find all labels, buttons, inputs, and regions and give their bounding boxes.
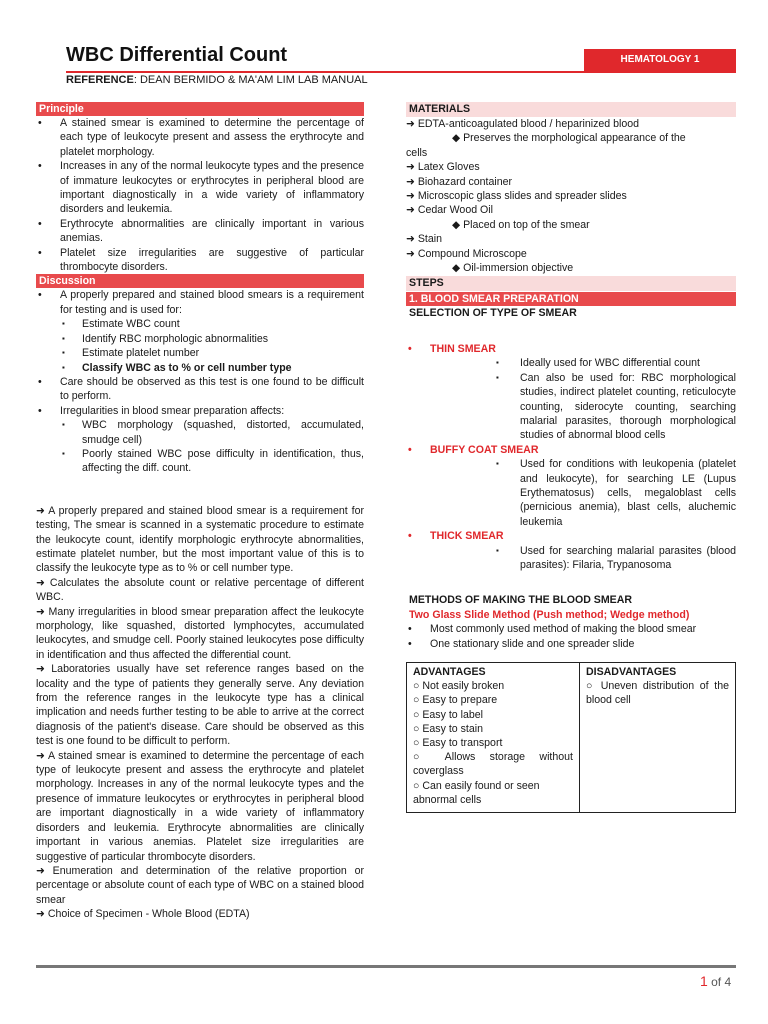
material-sub-item: ◆ Placed on top of the smear xyxy=(452,218,590,231)
advantage-item: ○ Easy to label xyxy=(413,708,483,721)
material-item: ➜ Biohazard container xyxy=(406,175,513,188)
methods-heading: METHODS OF MAKING THE BLOOD SMEAR xyxy=(409,594,633,607)
sub-list xyxy=(36,317,364,375)
note-paragraph: ➜ Laboratories usually have set reference ranges based on the locality and the type of patients they generally serve. Any deviation from the reference ranges in the leukocyte type has a clinical implication and needs further testing to be able to arrive at the correct diagnosis of the patient's disease. Care should be observed as this test is one found to be difficult to perform. xyxy=(36,663,364,748)
sub-list-item: ▪ Poorly stained WBC pose difficulty in identification, thus, affecting the diff. count. xyxy=(36,447,364,476)
advantage-item: ○ Easy to stain xyxy=(413,722,483,735)
discussion-heading: Discussion xyxy=(36,274,364,288)
page-current: 1 xyxy=(700,973,708,989)
discussion-list xyxy=(36,288,364,475)
material-sub-item: ◆ Oil-immersion objective xyxy=(452,262,574,275)
footer-divider xyxy=(36,965,736,968)
note-paragraph: ➜ Many irregularities in blood smear preparation affect the leukocyte morphology, like squashed, distorted lymphocytes, accumulated leukocytes, and smudge cell. Poorly stained leukocytes pose difficulty in identification and thus affected the differential count. xyxy=(36,605,364,661)
advantages-table xyxy=(406,662,736,813)
buffy-coat-smear-list xyxy=(406,457,736,529)
reference-text: : DEAN BERMIDO & MA'AM LIM LAB MANUAL xyxy=(133,74,368,86)
list-item: • Care should be observed as this test is one found to be difficult to perform. xyxy=(36,375,364,404)
reference-line xyxy=(66,74,368,86)
material-item: ➜ EDTA-anticoagulated blood / heparinized blood xyxy=(406,118,640,130)
material-item: ➜ Microscopic glass slides and spreader slides xyxy=(406,190,627,203)
methods-list xyxy=(406,622,736,651)
list-item: ▪ Used for searching malarial parasites (blood parasites): Filaria, Trypanosoma xyxy=(406,544,736,573)
list-item: ▪ Ideally used for WBC differential count xyxy=(406,356,736,370)
right-column xyxy=(406,102,736,813)
materials-heading: MATERIALS xyxy=(406,102,736,117)
material-sub-item-cont: cells xyxy=(406,146,428,159)
list-item: • Increases in any of the normal leukocyte types and the presence of immature leukocytes or erythrocytes in peripheral blood are important diagnostically in a wide variety of inflammatory disorders and leukemia. xyxy=(36,159,364,217)
page-total: of 4 xyxy=(707,975,732,989)
principle-heading: Principle xyxy=(36,102,364,116)
header-divider xyxy=(66,71,736,73)
thick-smear-list xyxy=(406,544,736,573)
page-title: WBC Differential Count xyxy=(66,44,288,66)
list-item: • One stationary slide and one spreader slide xyxy=(406,637,736,651)
note-paragraph: ➜ A properly prepared and stained blood smear is a requirement for testing, The smear is scanned in a systematic procedure to estimate the leukocyte count, identify morphologic erythrocyte abnormalities, estimate platelet number, but the most important value of this is to classify the leukocyte type as to % or cell number type. xyxy=(36,504,364,575)
list-item: • Erythrocyte abnormalities are clinically important in various anemias. xyxy=(36,217,364,246)
disadvantage-item: ○ Uneven distribution of the blood cell xyxy=(586,680,729,707)
list-item: ▪ Used for conditions with leukopenia (platelet and leukocyte), for searching LE (Lupus Erythematosus) cells, megaloblast cells (pernicious anemia), blast cells, aluchemic leukemia xyxy=(406,457,736,529)
page-number xyxy=(700,973,731,989)
note-paragraph: ➜ Choice of Specimen - Whole Blood (EDTA) xyxy=(36,908,250,921)
principle-list xyxy=(36,116,364,274)
sub-list-item: ▪ Estimate WBC count xyxy=(36,317,364,331)
advantage-item: ○ Easy to prepare xyxy=(413,694,498,707)
material-sub-item: ◆ Preserves the morphological appearance of the xyxy=(452,132,686,145)
steps-heading: STEPS xyxy=(406,276,736,291)
list-item xyxy=(36,288,364,374)
thick-smear-title: • THICK SMEAR xyxy=(406,529,736,543)
material-item: ➜ Latex Gloves xyxy=(406,161,480,174)
list-item xyxy=(36,404,364,476)
disadvantages-heading: DISADVANTAGES xyxy=(586,666,677,678)
material-item: ➜ Compound Microscope xyxy=(406,247,527,260)
buffy-coat-smear-title: • BUFFY COAT SMEAR xyxy=(406,443,736,457)
advantage-item: ○ Can easily found or seen abnormal cells xyxy=(413,779,540,806)
material-item: ➜ Stain xyxy=(406,233,442,246)
selection-heading: SELECTION OF TYPE OF SMEAR xyxy=(409,307,577,320)
step1-heading: 1. BLOOD SMEAR PREPARATION xyxy=(406,292,736,306)
sub-list xyxy=(36,418,364,476)
left-column xyxy=(36,102,364,922)
note-paragraph: ➜ Calculates the absolute count or relative percentage of different WBC. xyxy=(36,576,364,604)
list-item: • Most commonly used method of making the blood smear xyxy=(406,622,736,636)
reference-label: REFERENCE xyxy=(66,74,134,86)
methods-subheading: Two Glass Slide Method (Push method; Wedge method) xyxy=(409,608,690,621)
advantage-item: ○ Not easily broken xyxy=(413,680,505,693)
thin-smear-title: • THIN SMEAR xyxy=(406,342,736,356)
disadvantages-cell xyxy=(580,663,736,813)
advantages-heading: ADVANTAGES xyxy=(413,666,486,678)
sub-list-item: ▪ WBC morphology (squashed, distorted, accumulated, smudge cell) xyxy=(36,418,364,447)
list-item: • Platelet size irregularities are suggestive of particular thrombocyte disorders. xyxy=(36,246,364,275)
thin-smear-list xyxy=(406,356,736,442)
sub-list-item: ▪ Estimate platelet number xyxy=(36,346,364,360)
advantage-item: ○ Allows storage without coverglass xyxy=(413,751,573,778)
note-paragraph: ➜ A stained smear is examined to determine the percentage of each type of leukocyte present and assess the erythrocyte and platelet morphology. Increases in any of the normal leukocyte types and the presence of immature leukocytes or erythrocytes in peripheral blood are important diagnostically in a wide variety of inflammatory disorders and leukemia. Erythrocyte abnormalities are clinically important in various anemias. Platelet size irregularities are suggestive of particular thrombocyte disorders. xyxy=(36,749,364,863)
advantage-item: ○ Easy to transport xyxy=(413,737,503,750)
sub-list-item: ▪ Identify RBC morphologic abnormalities xyxy=(36,332,364,346)
advantages-cell xyxy=(407,663,580,813)
list-item-text: Irregularities in blood smear preparation affects: xyxy=(60,404,285,417)
sub-list-item: ▪ Classify WBC as to % or cell number type xyxy=(36,361,364,375)
material-item: ➜ Cedar Wood Oil xyxy=(406,204,493,217)
note-paragraph: ➜ Enumeration and determination of the relative proportion or percentage or absolute count of each type of WBC on a stained blood smear xyxy=(36,864,364,906)
list-item: ▪ Can also be used for: RBC morphological studies, indirect platelet counting, reticulocyte counting, siderocyte counting, searching malarial parasites, thorough morphological studies of abnormal blood cells xyxy=(406,371,736,443)
list-item-text: A properly prepared and stained blood smears is a requirement for testing and is used for: xyxy=(60,289,364,316)
list-item: • A stained smear is examined to determine the percentage of each type of leukocyte present and assess the erythrocyte and platelet morphology. xyxy=(36,116,364,159)
subject-badge: HEMATOLOGY 1 xyxy=(584,49,736,71)
